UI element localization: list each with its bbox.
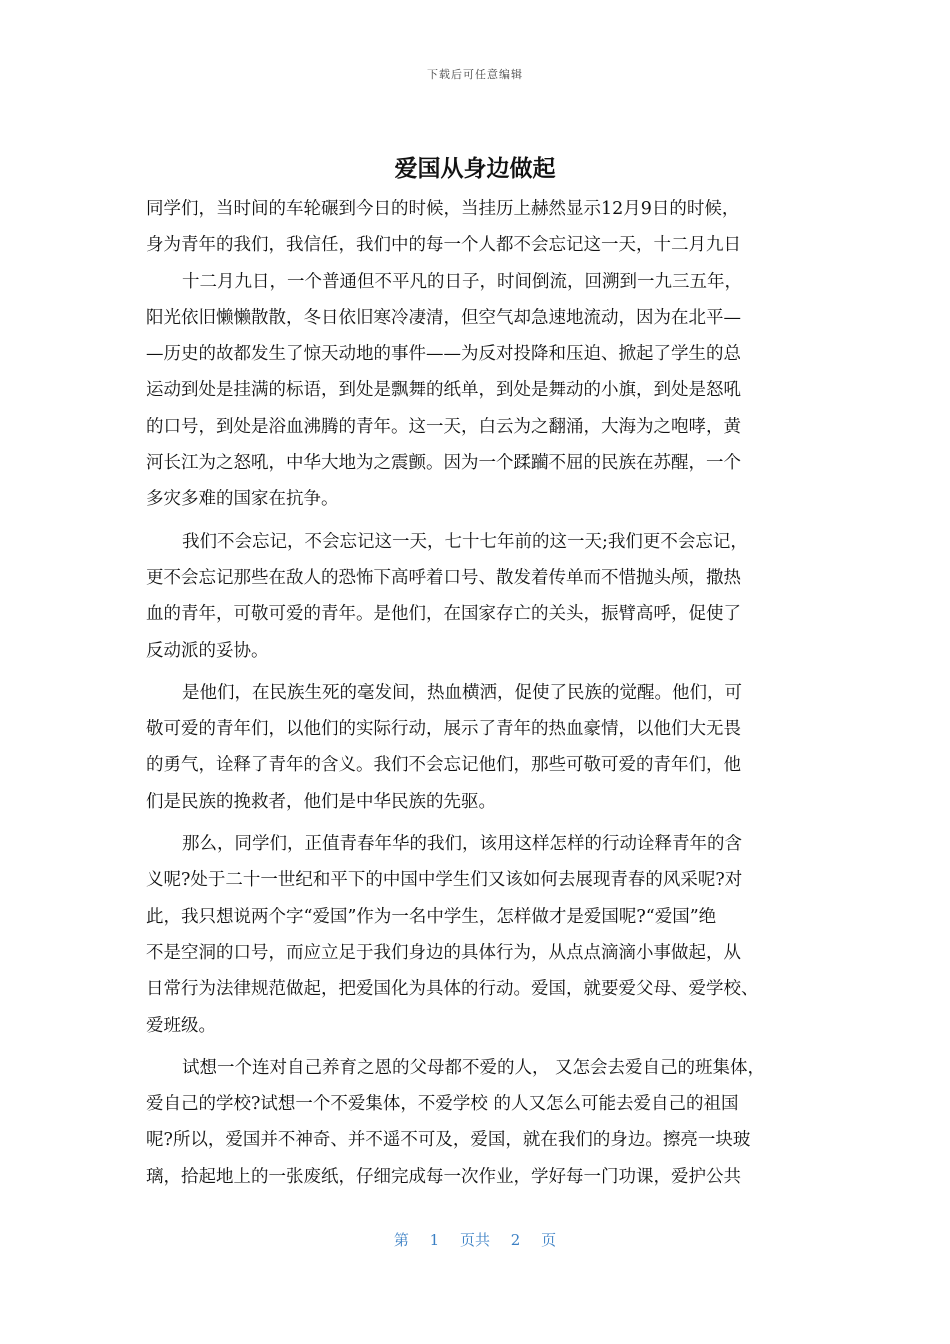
body-line: 我们不会忘记，不会忘记这一天，七十七年前的这一天;我们更不会忘记， xyxy=(182,531,748,552)
body-line: 义呢?处于二十一世纪和平下的中国中学生们又该如何去展现青春的风采呢?对 xyxy=(146,870,743,891)
body-line: 试想一个连对自己养育之恩的父母都不爱的人， 又怎会去爱自己的班集体， xyxy=(182,1057,766,1078)
body-line: 呢?所以，爱国并不神奇、并不遥不可及，爱国，就在我们的身边。擦亮一块玻 xyxy=(146,1130,751,1151)
body-line: 日常行为法律规范做起，把爱国化为具体的行动。爱国，就要爱父母、爱学校、 xyxy=(146,979,759,1000)
document-body xyxy=(146,191,818,1195)
body-line: —历史的故都发生了惊天动地的事件——为反对投降和压迫、掀起了学生的总 xyxy=(146,344,741,365)
body-line: 璃，拾起地上的一张废纸，仔细完成每一次作业，学好每一门功课，爱护公共 xyxy=(146,1166,741,1187)
body-line: 是他们，在民族生死的毫发间，热血横洒，促使了民族的觉醒。他们，可 xyxy=(182,682,742,703)
body-line: 同学们，当时间的车轮碾到今日的时候，当挂历上赫然显示12月9日的时候， xyxy=(146,199,740,219)
body-line: 运动到处是挂满的标语，到处是飘舞的纸单，到处是舞动的小旗，到处是怒吼 xyxy=(146,380,741,401)
body-line: 爱自己的学校?试想一个不爱集体，不爱学校 的人又怎么可能去爱自己的祖国 xyxy=(146,1094,739,1115)
footer-total-pages: 2 xyxy=(510,1231,521,1249)
body-line: 十二月九日，一个普通但不平凡的日子，时间倒流，回溯到一九三五年， xyxy=(182,271,742,292)
footer-suffix: 页 xyxy=(541,1231,557,1249)
document-title: 爱国从身边做起 xyxy=(394,156,556,182)
body-line: 血的青年，可敬可爱的青年。是他们，在国家存亡的关头，振臂高呼，促使了 xyxy=(146,604,741,625)
header-note: 下载后可任意编辑 xyxy=(427,68,523,81)
footer-middle: 页共 xyxy=(459,1231,490,1249)
body-line: 此，我只想说两个字“爱国”作为一名中学生，怎样做才是爱国呢?“爱国”绝 xyxy=(146,906,717,927)
body-line: 的口号，到处是浴血沸腾的青年。这一天，白云为之翻涌，大海为之咆哮，黄 xyxy=(146,416,741,437)
footer-current-page: 1 xyxy=(429,1231,440,1249)
body-line: 不是空洞的口号，而应立足于我们身边的具体行为，从点点滴滴小事做起，从 xyxy=(146,942,741,963)
body-line: 敬可爱的青年们，以他们的实际行动，展示了青年的热血豪情，以他们大无畏 xyxy=(146,719,741,740)
body-line: 河长江为之怒吼，中华大地为之震颤。因为一个蹂躏不屈的民族在苏醒，一个 xyxy=(146,453,741,474)
body-line: 阳光依旧懒懒散散，冬日依旧寒冷凄清，但空气却急速地流动，因为在北平— xyxy=(146,307,741,328)
page-footer xyxy=(0,1229,950,1250)
body-line: 多灾多难的国家在抗争。 xyxy=(146,489,339,510)
footer-prefix: 第 xyxy=(393,1231,409,1249)
body-line: 更不会忘记那些在敌人的恐怖下高呼着口号、散发着传单而不惜抛头颅，撒热 xyxy=(146,567,741,588)
body-line: 的勇气，诠释了青年的含义。我们不会忘记他们，那些可敬可爱的青年们，他 xyxy=(146,755,741,776)
body-line: 爱班级。 xyxy=(146,1015,216,1036)
body-line: 那么，同学们，正值青春年华的我们，该用这样怎样的行动诠释青年的含 xyxy=(182,834,742,855)
body-line: 反动派的妥协。 xyxy=(146,640,269,661)
body-line: 身为青年的我们，我信任，我们中的每一个人都不会忘记这一天，十二月九日 xyxy=(146,235,741,256)
body-line: 们是民族的挽救者，他们是中华民族的先驱。 xyxy=(146,791,496,812)
